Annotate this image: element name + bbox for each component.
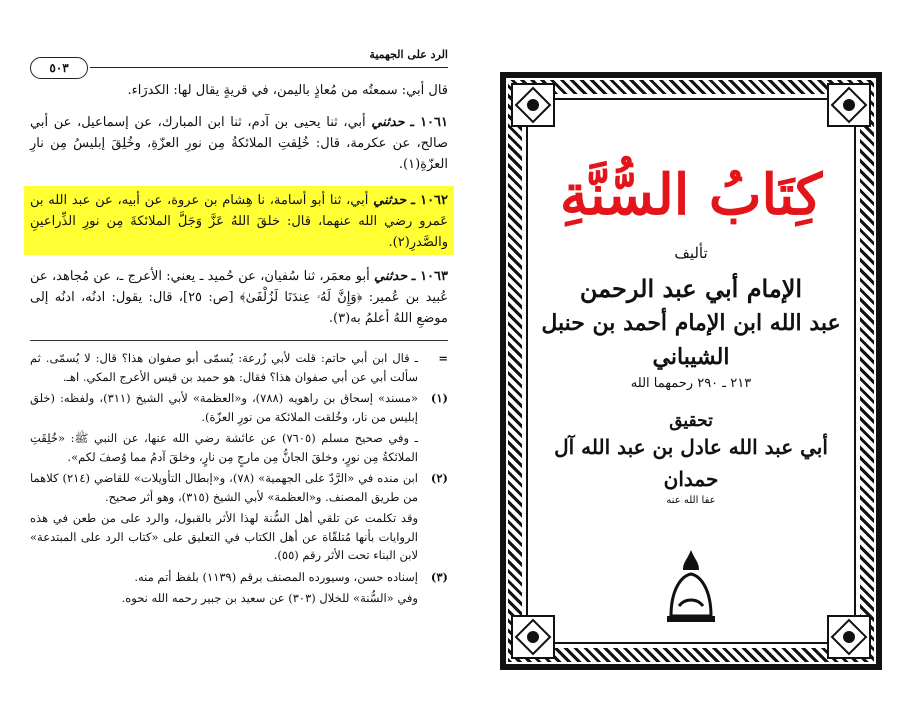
footnote-text: وقد تكلمت عن تلقي أهل السُّنة لهذا الأثر بالقبول، والرد على من طعن في هذه الروايات بأنها مُتلقّاة عن أهل الكتاب في التعليق على «كتاب الرد على المبتدعة» لابن البناء تحت الأثر رقم (٥٥).	[30, 511, 418, 562]
footnote-mark: =	[438, 351, 448, 365]
footnote-mark: (١)	[430, 391, 448, 405]
opening-line: قال أبي: سمعتُه من مُعاذٍ باليمن، في قريةٍ يقال لها: الكدرَاء.	[127, 83, 448, 98]
page-number: ٥٠٣	[30, 57, 88, 79]
title-page	[500, 72, 882, 670]
hadith-number: ١٠٦٢ ـ	[411, 193, 449, 208]
author-dates: ٢١٣ ـ ٢٩٠ رحمهما الله	[630, 376, 752, 391]
hadith-1063	[30, 266, 448, 329]
footnotes	[30, 340, 448, 608]
tahqiq-label: تحقيق	[669, 411, 713, 431]
author-line-1: الإمام أبي عبد الرحمن	[579, 274, 803, 303]
footnote	[30, 349, 448, 386]
hadith-number: ١٠٦٣ ـ	[411, 269, 449, 284]
footnote-text: إسناده حسن، وسيورده المصنف برقم (١١٣٩) بلفظ أتم منه.	[134, 569, 418, 584]
footnote	[30, 429, 448, 466]
highlighted-hadith	[24, 186, 454, 255]
footnote-text: ابن منده في «الرَّدّ على الجهمية» (٧٨)، و«إبطال التأويلات» للقاضي (٢١٤) كلاهما من طريق المصنف. و«العظمة» لأبي الشيخ (٣١٥)، وهو أثر صحيح.	[30, 471, 419, 504]
publisher-logo-icon	[659, 546, 723, 630]
header-rule	[90, 67, 448, 68]
footnote-text: «مسند» إسحاق بن راهويه (٧٨٨)، و«العظمة» لأبي الشيخ (٣١١)، ولفظه: (خلق إبليس من نار، وخُلقت الملائكة من نورِ العزّة).	[30, 391, 418, 424]
footnote	[30, 509, 448, 565]
hadith-1062	[30, 190, 448, 253]
haddatha-word: حدثني	[374, 269, 408, 284]
book-title: كِتَابُ السُّنَّةِ	[559, 162, 823, 228]
editor-dua: عفا الله عنه	[666, 495, 716, 506]
footnote-mark: (٢)	[430, 471, 448, 485]
footnote	[30, 389, 448, 426]
footnote-text: ـ وفي صحيح مسلم (٧٦٠٥) عن عائشة رضي الله عنها، عن النبي ﷺ: «خُلِقَتِ الملائكةُ مِن نورٍ، وخلقَ الجانُّ مِن مارجٍ مِن نارٍ، وخلقَ آدمُ مما وُصفَ لكم».	[30, 431, 419, 464]
haddatha-word: حدثني	[371, 115, 405, 130]
footnote-text: ـ قال ابن أبي حاتم: قلت لأبي زُرعة: يُسمّى أبو صفوان هذا؟ قال: لا يُسمّى. ثم سألت أبي عن أبي صفوان هذا؟ فقال: هو حميد بن قيس الأعرج المكي. اهـ.	[30, 351, 418, 384]
hadith-text: أبي، ثنا يحيى بن آدم، ثنا ابن المبارك، عن إسماعيل، عن أبي صالح، عن عكرمة، قال: خُلِقتِ الملائكةُ مِن نورِ العزّةِ، وخُلِقَ إبليسُ مِن نارِ العزّةِ(١).	[30, 115, 448, 172]
hadith-1061	[30, 112, 448, 175]
haddatha-word: حدثني	[373, 193, 407, 208]
hadith-text: أبو معمَر، ثنا سُفيان، عن حُميد ـ يعني: الأعرج ـ، عن مُجاهد، عن عُبيد بن عُمير: ﴿وَإِنَّ لَهُۥ عِندَنَا لَزُلْفَىٰ﴾ [ص: ٢٥]، قال: يقول: ادنُه، ادنُه إلى موضعِ اللهُ أعلمُ به(٣).	[30, 269, 449, 326]
editor-name: أبي عبد الله عادل بن عبد الله آل حمدان	[554, 435, 828, 491]
footnote	[30, 568, 448, 587]
footnote	[30, 469, 448, 506]
hadith-number: ١٠٦١ ـ	[410, 115, 449, 130]
author-line-2: عبد الله ابن الإمام أحمد بن حنبل الشيباني	[541, 310, 841, 370]
footnote-text: وفي «السُّنة» للخلال (٣٠٣) عن سعيد بن جبير رحمه الله نحوه.	[121, 591, 418, 605]
text-page	[30, 40, 448, 690]
main-text	[30, 80, 448, 329]
authorship-label: تأليف	[674, 244, 708, 262]
hadith-text: أبي، ثنا أبو أسامة، نا هِشام بن عروة، عن أبيه، عن عبد الله بن عَمرو رضي الله عنهما، قال: خلقَ اللهُ عَزَّ وَجَلَّ الملائكةَ مِن نورِ الذِّراعينِ والصَّدرِ(٢).	[30, 193, 448, 250]
running-head: الرد على الجهمية	[369, 48, 448, 61]
footnote-mark: (٣)	[430, 569, 448, 584]
page-header	[30, 40, 448, 80]
footnote	[30, 589, 448, 608]
